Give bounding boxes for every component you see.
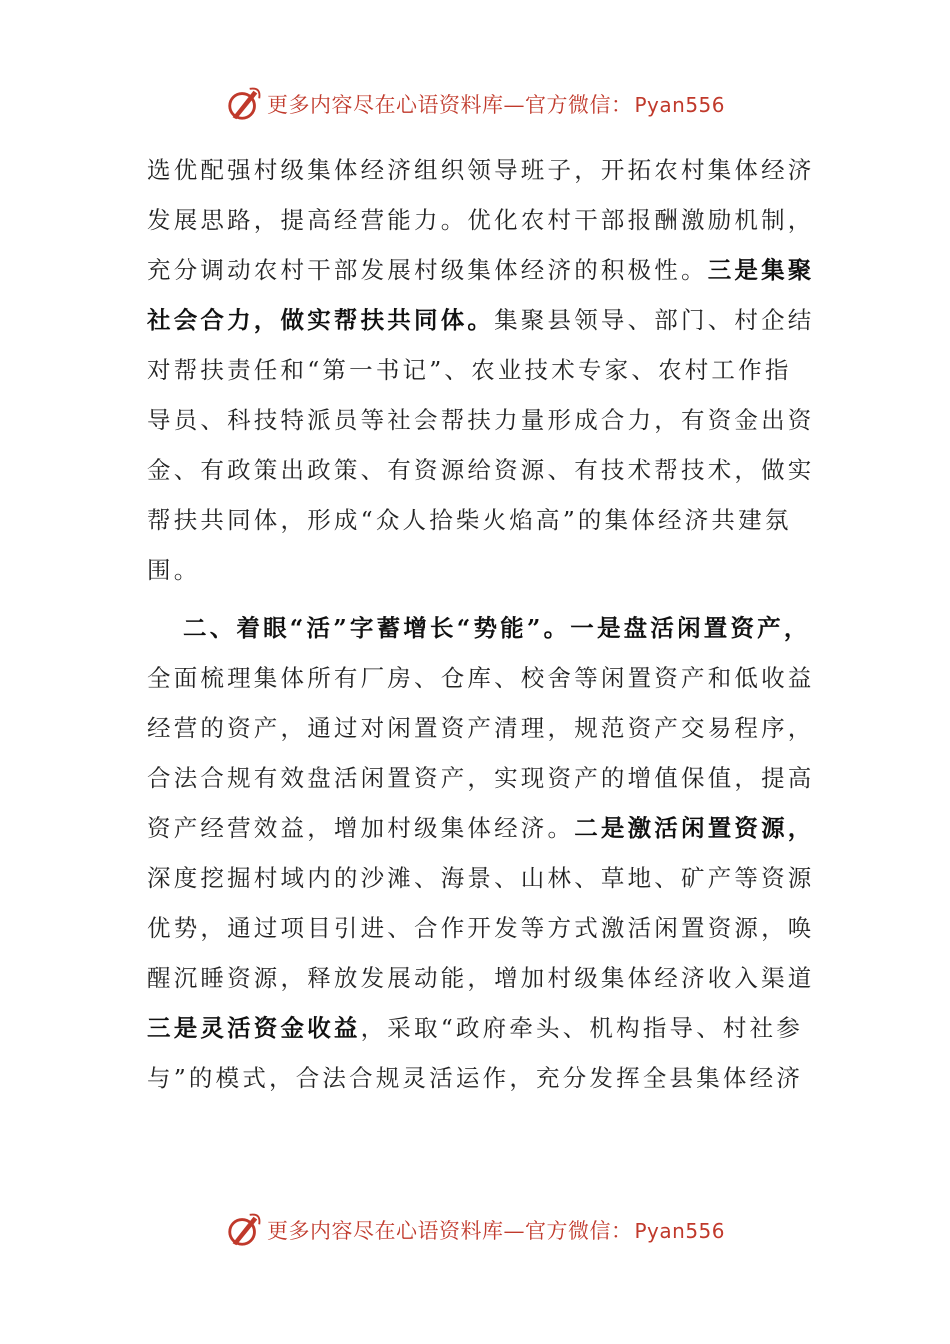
header-text: 更多内容尽在心语资料库—官方微信： xyxy=(266,93,633,117)
bold-text-segment: 二是激活闲置资源， xyxy=(574,814,815,842)
bold-text-segment: 三是灵活资金收益 xyxy=(147,1014,361,1042)
text-segment: 围。 xyxy=(147,556,201,584)
text-line xyxy=(147,145,815,195)
text-segment: 合法合规有效盘活闲置资产，实现资产的增值保值，提高 xyxy=(147,764,815,792)
text-segment: 导员、科技特派员等社会帮扶力量形成合力，有资金出资 xyxy=(147,406,815,434)
bold-text-segment: 社会合力，做实帮扶共同体。 xyxy=(147,306,495,334)
text-line xyxy=(147,1053,807,1103)
header-banner xyxy=(0,84,950,124)
text-line xyxy=(147,295,815,345)
text-segment: 帮扶共同体，形成“众人拾柴火焰高”的集体经济共建氛 xyxy=(147,506,792,534)
text-line xyxy=(147,653,815,703)
text-line xyxy=(147,495,807,545)
text-line xyxy=(147,395,815,445)
text-line xyxy=(147,195,815,245)
text-segment: 醒沉睡资源，释放发展动能，增加村级集体经济收入渠道 xyxy=(147,964,815,992)
text-segment: 集聚县领导、部门、村企结 xyxy=(494,306,815,334)
text-line xyxy=(147,545,807,595)
text-line xyxy=(147,245,815,295)
text-line xyxy=(147,953,815,1003)
header-banner-text xyxy=(267,89,725,119)
text-segment: 深度挖掘村域内的沙滩、海景、山林、草地、矿产等资源 xyxy=(147,864,815,892)
text-line xyxy=(147,445,815,495)
text-segment: 与”的模式，合法合规灵活运作，充分发挥全县集体经济 xyxy=(147,1064,804,1092)
text-segment: 发展思路，提高经营能力。优化农村干部报酬激励机制， xyxy=(147,206,815,234)
text-segment: 全面梳理集体所有厂房、仓库、校舍等闲置资产和低收益 xyxy=(147,664,815,692)
text-line xyxy=(147,803,815,853)
text-segment: 金、有政策出政策、有资源给资源、有技术帮技术，做实 xyxy=(147,456,815,484)
text-line xyxy=(147,703,815,753)
footer-wechat-id: Pyan556 xyxy=(634,1219,725,1243)
text-segment: 选优配强村级集体经济组织领导班子，开拓农村集体经济 xyxy=(147,156,815,184)
bold-text-segment: 二、着眼“活”字蓄增长“势能”。一是盘活闲置资产， xyxy=(183,614,811,642)
text-segment: 经营的资产，通过对闲置资产清理，规范资产交易程序， xyxy=(147,714,815,742)
text-segment: ，采取“政府牵头、机构指导、村社参 xyxy=(360,1014,804,1042)
footer-banner-text xyxy=(267,1215,725,1245)
footer-banner xyxy=(0,1210,950,1250)
text-line xyxy=(147,1003,807,1053)
footer-text: 更多内容尽在心语资料库—官方微信： xyxy=(266,1219,633,1243)
text-line xyxy=(147,345,807,395)
text-line xyxy=(147,853,815,903)
quill-logo-icon xyxy=(225,85,263,123)
text-segment: 充分调动农村干部发展村级集体经济的积极性。 xyxy=(147,256,708,284)
text-segment: 优势，通过项目引进、合作开发等方式激活闲置资源，唤 xyxy=(147,914,815,942)
text-segment: 资产经营效益，增加村级集体经济。 xyxy=(147,814,575,842)
text-segment: 对帮扶责任和“第一书记”、农业技术专家、农村工作指 xyxy=(147,356,792,384)
text-line xyxy=(147,603,811,653)
text-line xyxy=(147,903,815,953)
bold-text-segment: 三是集聚 xyxy=(707,256,815,284)
header-wechat-id: Pyan556 xyxy=(634,93,725,117)
quill-logo-icon xyxy=(225,1211,263,1249)
document-body xyxy=(147,145,815,1103)
text-line xyxy=(147,753,815,803)
